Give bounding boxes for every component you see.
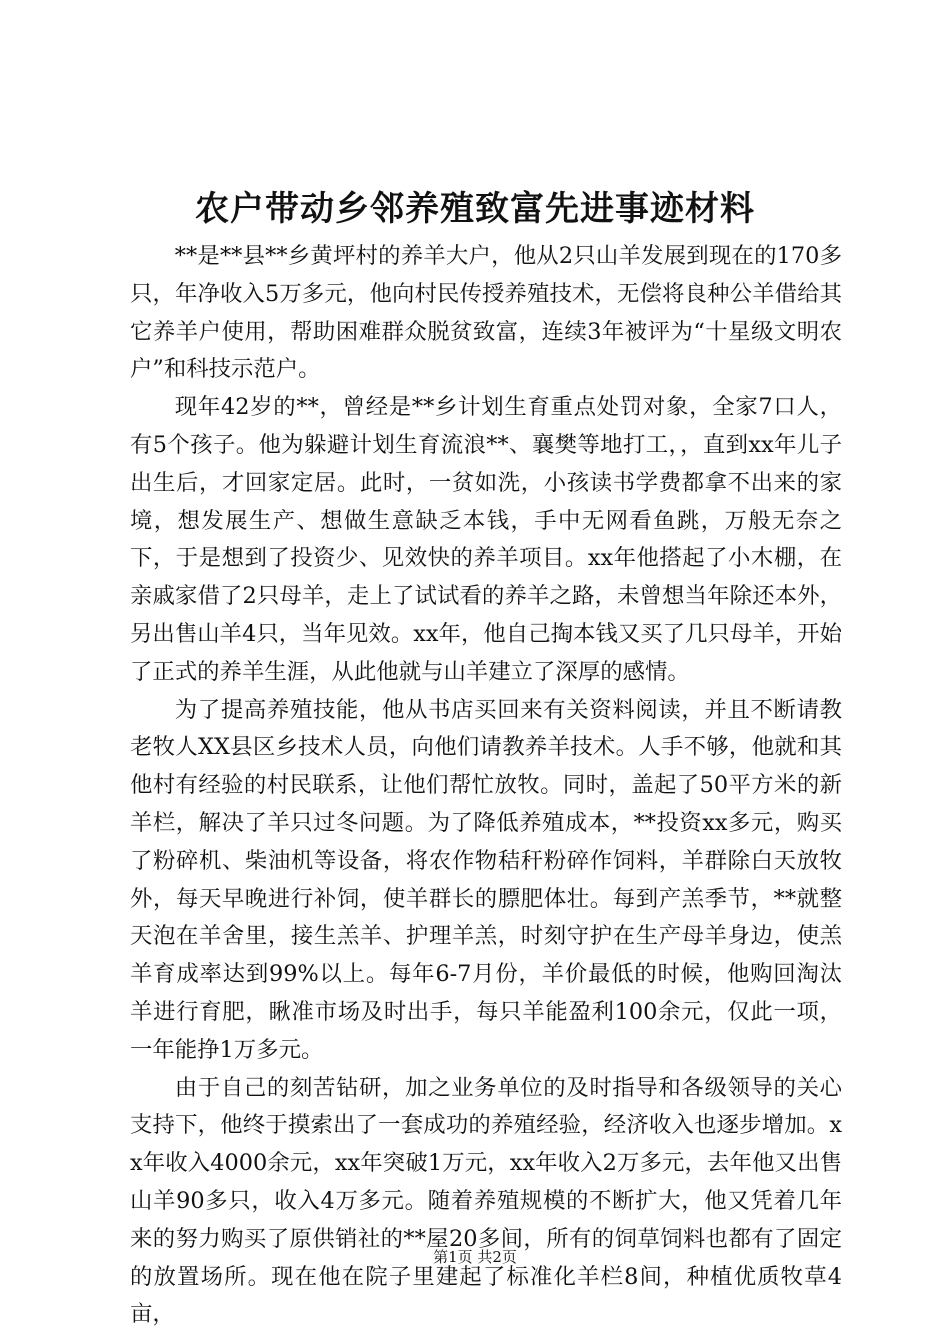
paragraph-3: 为了提高养殖技能，他从书店买回来有关资料阅读，并且不断请教老牧人XX县区乡技术人员，向他们请教养羊技术。人手不够，他就和其他村有经验的村民联系，让他们帮忙放牧。同时，盖起了50平方米的新羊栏，解决了羊只过冬问题。为了降低养殖成本，**投资xx多元，购买了粉碎机、柴油机等设备，将农作物秸秆粉碎作饲料，羊群除白天放牧外，每天早晚进行补饲，使羊群长的膘肥体壮。每到产羔季节，**就整天泡在羊舍里，接生羔羊、护理羊羔，时刻守护在生产母羊身边，使羔羊育成率达到99%以上。每年6-7月份，羊价最低的时候，他购回淘汰羊进行育肥，瞅准市场及时出手，每只羊能盈利100余元，仅此一项，一年能挣1万多元。 (130, 696, 842, 1063)
paragraph-4: 由于自己的刻苦钻研，加之业务单位的及时指导和各级领导的关心支持下，他终于摸索出了一套成功的养殖经验，经济收入也逐步增加。xx年收入4000余元，xx年突破1万元，xx年收入2万多元，去年他又出售山羊90多只，收入4万多元。随着养殖规模的不断扩大，他又凭着几年来的努力购买了原供销社的**屋20多间，所有的饲草饲料也都有了固定的放置场所。现在他在院子里建起了标准化羊栏8间，种植优质牧草4亩， (130, 1074, 842, 1328)
document-title: 农户带动乡邻养殖致富先进事迹材料 (195, 189, 755, 229)
paragraph-2: 现年42岁的**，曾经是**乡计划生育重点处罚对象，全家7口人，有5个孩子。他为躲避计划生育流浪**、襄樊等地打工，，直到xx年儿子出生后，才回家定居。此时，一贫如洗，小孩读书学费都拿不出来的家境，想发展生产、想做生意缺乏本钱，手中无网看鱼跳，万般无奈之下，于是想到了投资少、见效快的养羊项目。xx年他搭起了小木棚，在亲戚家借了2只母羊，走上了试试看的养羊之路，未曾想当年除还本外，另出售山羊4只，当年见效。xx年，他自己掏本钱又买了几只母羊，开始了正式的养羊生涯，从此他就与山羊建立了深厚的感情。 (130, 394, 842, 685)
document-body (130, 238, 842, 1334)
paragraph-1: **是**县**乡黄坪村的养羊大户，他从2只山羊发展到现在的170多只，年净收入5万多元，他向村民传授养殖技术，无偿将良种公羊借给其它养羊户使用，帮助困难群众脱贫致富，连续3年被评为“十星级文明农户”和科技示范户。 (130, 243, 842, 383)
page-number-footer: 第1页 共2页 (433, 1248, 517, 1266)
